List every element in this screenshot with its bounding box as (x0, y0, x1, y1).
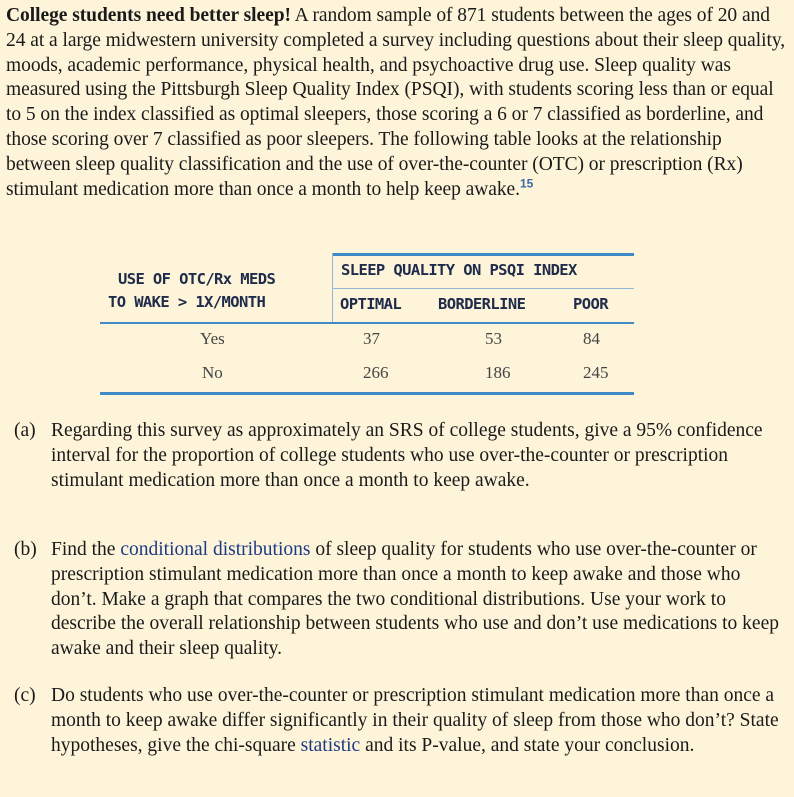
row-header-line2: TO WAKE > 1X/MONTH (108, 293, 266, 311)
group-header-rule (333, 288, 634, 289)
col-header-optimal: OPTIMAL (340, 295, 402, 313)
col-header-borderline: BORDERLINE (438, 295, 526, 313)
cell-no-borderline: 186 (485, 363, 511, 382)
row-label-no: No (202, 363, 223, 382)
question-b (14, 538, 784, 662)
question-a-label: (a) (14, 420, 36, 441)
question-b-pre: Find the (51, 539, 121, 560)
sleep-quality-table (100, 253, 634, 397)
statistic-link[interactable]: statistic (300, 734, 361, 756)
col-header-poor: POOR (573, 295, 608, 313)
question-b-post: of sleep quality for students who use over-the-counter or prescription stimulant medication more than once a month to keep awake and those who don’t. Make a graph that compares the two conditional distributions. Use your work to describe the overall relationship between students who use and don’t use medications to keep awake and their sleep quality. (51, 539, 779, 660)
question-c-text (51, 684, 784, 758)
question-a-text: Regarding this survey as approximately an SRS of college students, give a 95% confidence interval for the proportion of college students who use over-the-counter or prescription stimulant medication more than once a month to keep awake. (51, 420, 763, 491)
table-bottom-rule (100, 392, 634, 395)
row-label-yes: Yes (200, 329, 225, 348)
question-c-post: and its P-value, and state your conclusion. (360, 734, 695, 756)
question-b-text (51, 538, 784, 662)
problem-intro (6, 4, 788, 202)
cell-yes-poor: 84 (583, 329, 600, 348)
row-header-line1: USE OF OTC/Rx MEDS (118, 270, 276, 288)
cell-yes-optimal: 37 (363, 329, 380, 348)
question-c-pre: Do students who use over-the-counter or prescription stimulant medication more than once a month to keep awake differ significantly in their quality of sleep from those who don’t? State hypotheses, give the chi-square (51, 685, 779, 756)
question-c-label: (c) (14, 685, 36, 706)
row-header (100, 253, 326, 323)
group-header: SLEEP QUALITY ON PSQI INDEX (341, 261, 577, 279)
header-rule (100, 322, 634, 324)
cell-no-poor: 245 (583, 363, 609, 382)
conditional-distributions-link[interactable]: conditional distributions (120, 539, 311, 560)
table-top-rule (333, 253, 634, 256)
question-b-label: (b) (14, 539, 37, 560)
cell-no-optimal: 266 (363, 363, 389, 382)
question-a (14, 419, 784, 493)
footnote-marker[interactable]: 15 (519, 176, 534, 191)
question-c (14, 684, 784, 758)
problem-title: College students need better sleep! (6, 5, 291, 26)
problem-text: A random sample of 871 students between the ages of 20 and 24 at a large midwestern university completed a survey including questions about their sleep quality, moods, academic performance, physical health, and psychoactive drug use. Sleep quality was measured using the Pittsburgh Sleep Quality Index (PSQI), with students scoring less than or equal to 5 on the index classified as optimal sleepers, those scoring a 6 or 7 classified as borderline, and those scoring over 7 classified as poor sleepers. The following table looks at the relationship between sleep quality classification and the use of over-the-counter (OTC) or prescription (Rx) stimulant medication more than once a month to help keep awake. (6, 5, 786, 200)
cell-yes-borderline: 53 (485, 329, 502, 348)
